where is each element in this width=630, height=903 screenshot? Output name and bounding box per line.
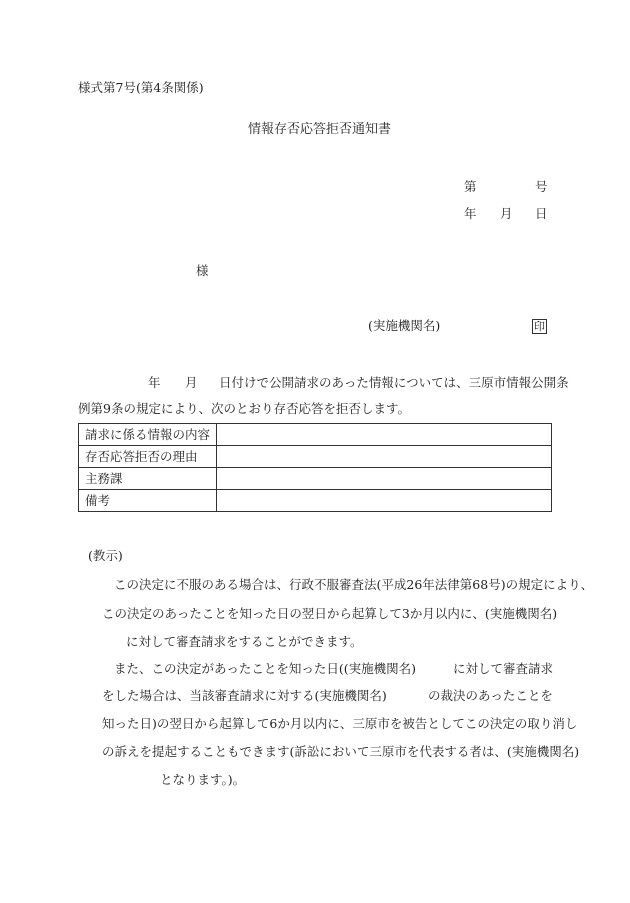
notice-line: となります。)。 [160, 772, 246, 787]
row-value [217, 424, 552, 446]
notice-line: この決定のあったことを知った日の翌日から起算して3か月以内に、(実施機関名) [102, 606, 558, 621]
notice-line: の裁決のあったことを [428, 688, 553, 703]
notice-line: に対して審査請求 [453, 661, 554, 676]
row-label: 存否応答拒否の理由 [79, 446, 217, 468]
seal-icon: 印 [534, 320, 545, 333]
notice-line: 知った日)の翌日から起算して6か月以内に、三原市を被告としてこの決定の取り消し [102, 716, 578, 731]
notice-line: をした場合は、当該審査請求に対する(実施機関名) [102, 688, 387, 703]
row-label: 備考 [79, 490, 217, 512]
doc-number-dai: 第 [464, 179, 477, 194]
body-month: 月 [185, 375, 198, 390]
date-year: 年 [464, 206, 477, 221]
body-line2: 例第9条の規定により、次のとおり存否応答を拒否します。 [78, 401, 410, 416]
row-value [217, 468, 552, 490]
info-table [78, 423, 552, 512]
document-title: 情報存否応答拒否通知書 [248, 122, 392, 137]
notice-line: に対して審査請求をすることができます。 [126, 634, 363, 649]
date-month: 月 [500, 206, 513, 221]
body-year: 年 [148, 375, 161, 390]
notice-line: この決定に不服のある場合は、行政不服審査法(平成26年法律第68号)の規定により、 [114, 577, 594, 592]
table-row [79, 446, 552, 468]
doc-number-go: 号 [535, 179, 548, 194]
table-row [79, 424, 552, 446]
row-label: 主務課 [79, 468, 217, 490]
table-row [79, 490, 552, 512]
row-label: 請求に係る情報の内容 [79, 424, 217, 446]
notice-heading: (教示) [88, 548, 123, 563]
seal-mark [532, 318, 547, 334]
notice-line: また、この決定があったことを知った日((実施機関名) [114, 661, 417, 676]
body-line1: 日付けで公開請求のあった情報については、三原市情報公開条 [219, 375, 569, 390]
row-value [217, 446, 552, 468]
table-row [79, 468, 552, 490]
row-value [217, 490, 552, 512]
addressee-suffix: 様 [196, 263, 209, 278]
date-day: 日 [535, 206, 548, 221]
notice-line: の訴えを提起することもできます(訴訟において三原市を代表する者は、(実施機関名) [102, 744, 580, 759]
issuer-label: (実施機関名) [368, 318, 441, 333]
form-number: 様式第7号(第4条関係) [78, 80, 204, 95]
